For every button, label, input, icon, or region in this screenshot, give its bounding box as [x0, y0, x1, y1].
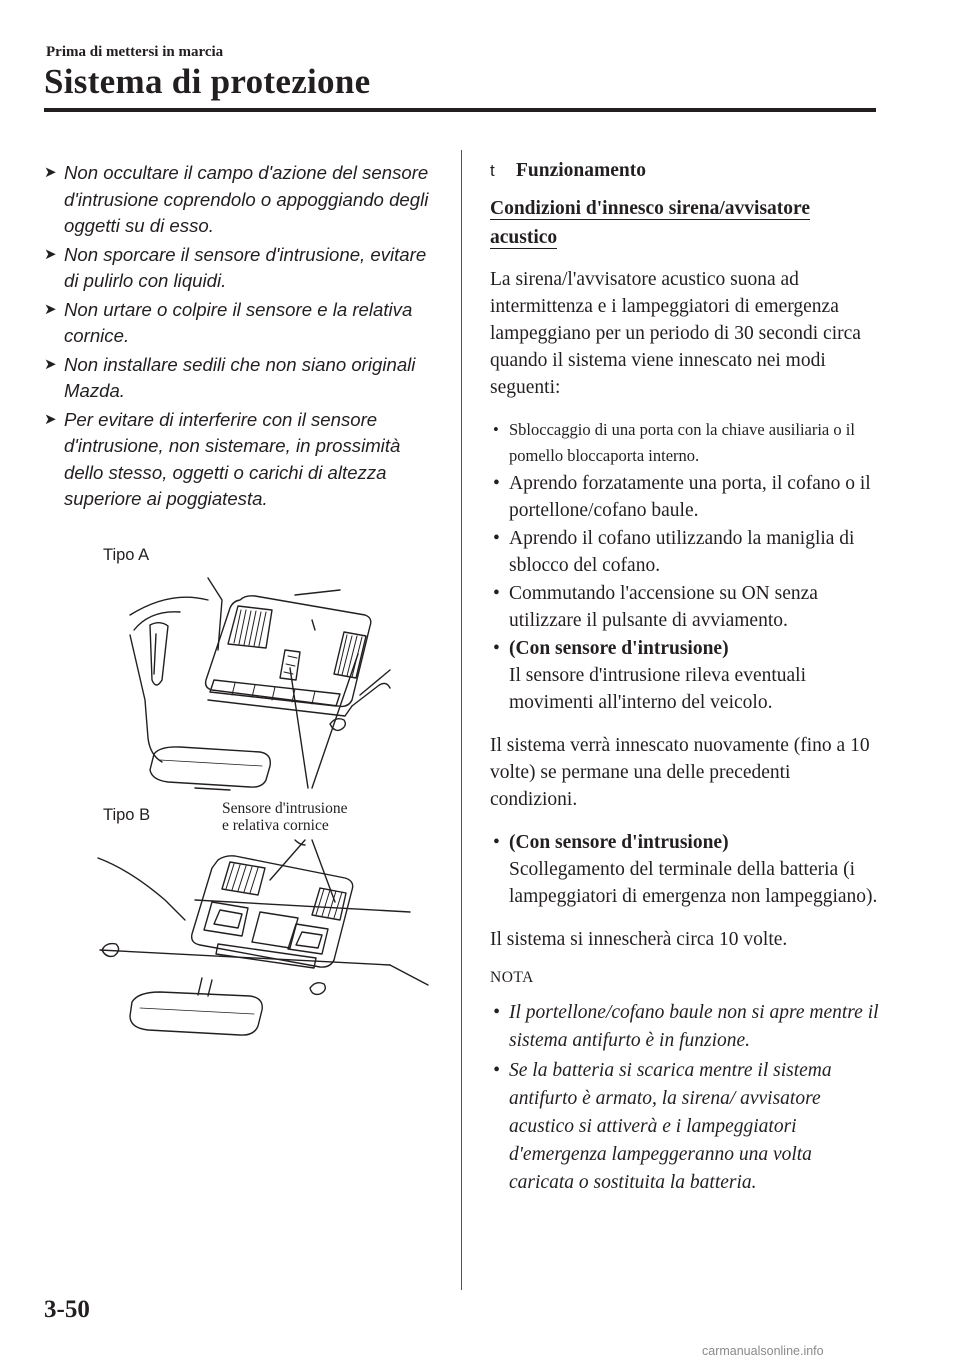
list-item [490, 580, 880, 634]
bullet-icon: • [493, 583, 500, 604]
arrow-icon: ➤ [44, 245, 57, 263]
note-text: Il portellone/cofano baule non si apre mentre il sistema antifurto è in funzione. [509, 1002, 879, 1051]
bullet-icon: • [493, 1060, 500, 1081]
note-item [490, 999, 880, 1055]
list-item [490, 635, 880, 716]
note-label: NOTA [490, 969, 534, 986]
arrow-icon: ➤ [44, 300, 57, 318]
list-item-text: Scollegamento del terminale della batteria (i lampeggiatori di emergenza non lampeggiano). [509, 859, 878, 907]
label-tipo-b: Tipo B [103, 806, 151, 824]
warning-text: Per evitare di interferire con il sensore d'intrusione, non sistemare, in prossimità dello stesso, oggetti o carichi di altezza superiore ai poggiatesta. [64, 408, 401, 509]
bullet-icon: • [493, 1002, 500, 1023]
note-list [490, 999, 880, 1197]
warning-list [44, 160, 444, 515]
bullet-icon: • [493, 832, 500, 853]
warning-text: Non installare sedili che non siano originali Mazda. [64, 353, 416, 401]
list-item-text: Il sensore d'intrusione rileva eventuali movimenti all'interno del veicolo. [509, 665, 807, 713]
section-heading [490, 160, 880, 182]
list-item [490, 525, 880, 579]
warning-text: Non occultare il campo d'azione del sensore d'intrusione coprendolo o appoggiando degli oggetti su di esso. [64, 162, 429, 236]
title-rule [44, 108, 876, 112]
battery-list [490, 829, 880, 910]
callout-label [222, 800, 347, 834]
section-title: Funzionamento [516, 160, 647, 181]
repeat-paragraph: Il sistema verrà innescato nuovamente (fino a 10 volte) se permane una delle precedenti condizioni. [490, 735, 870, 810]
warning-item [44, 352, 444, 405]
list-item-head: (Con sensore d'intrusione) [509, 832, 729, 853]
warning-item [44, 242, 444, 295]
list-item-text: Sbloccaggio di una porta con la chiave ausiliaria o il pomello bloccaporta interno. [509, 420, 855, 465]
right-column [490, 160, 880, 1213]
warning-item [44, 160, 444, 240]
trigger-list [490, 417, 880, 716]
column-divider [461, 150, 462, 1290]
callout-line: Sensore d'intrusione [222, 800, 348, 817]
intro-paragraph: La sirena/l'avvisatore acustico suona ad intermittenza e i lampeggiatori di emergenza lampeggiano per un periodo di 30 secondi circa quando il sistema viene innescato nei modi seguenti: [490, 269, 861, 398]
subheading [490, 194, 880, 252]
list-item [490, 829, 880, 910]
warning-text: Non sporcare il sensore d'intrusione, evitare di pulirlo con liquidi. [64, 243, 427, 291]
arrow-icon: ➤ [44, 164, 57, 181]
warning-item [44, 297, 444, 350]
list-item-text: Commutando l'accensione su ON senza utilizzare il pulsante di avviamento. [509, 583, 818, 631]
note-text: Se la batteria si scarica mentre il sistema antifurto è armato, la sirena/ avvisatore acustico si attiverà e i lampeggiatori d'emergenza lampeggeranno una volta caricata o sostituita la batteria. [509, 1060, 832, 1193]
breadcrumb: Prima di mettersi in marcia [46, 44, 224, 60]
bullet-icon: • [493, 528, 500, 549]
arrow-icon: ➤ [44, 410, 57, 428]
list-item-text: Aprendo forzatamente una porta, il cofano o il portellone/cofano baule. [509, 473, 871, 521]
label-tipo-a: Tipo A [103, 546, 150, 564]
arrow-icon: ➤ [44, 355, 57, 373]
list-item-head: (Con sensore d'intrusione) [509, 638, 729, 659]
subheading-text: Condizioni d'innesco sirena/avvisatore acustico [490, 198, 810, 248]
bullet-icon: • [493, 638, 500, 659]
bullet-icon: • [493, 420, 499, 439]
list-item [490, 470, 880, 524]
page-number: 3-50 [44, 1296, 90, 1323]
section-marker-icon: t [490, 161, 495, 180]
watermark: carmanualsonline.info [702, 1344, 824, 1358]
list-item [490, 417, 880, 469]
bullet-icon: • [493, 473, 500, 494]
callout-line: e relativa cornice [222, 817, 329, 834]
page-title: Sistema di protezione [44, 62, 371, 101]
note-item [490, 1057, 880, 1197]
intrusion-sensor-figure [90, 540, 430, 1050]
list-item-text: Aprendo il cofano utilizzando la maniglia di sblocco del cofano. [509, 528, 855, 576]
warning-text: Non urtare o colpire il sensore e la relativa cornice. [64, 298, 413, 346]
overhead-console-illustration [90, 540, 430, 1050]
warning-item [44, 407, 444, 513]
count-paragraph: Il sistema si innescherà circa 10 volte. [490, 929, 788, 950]
